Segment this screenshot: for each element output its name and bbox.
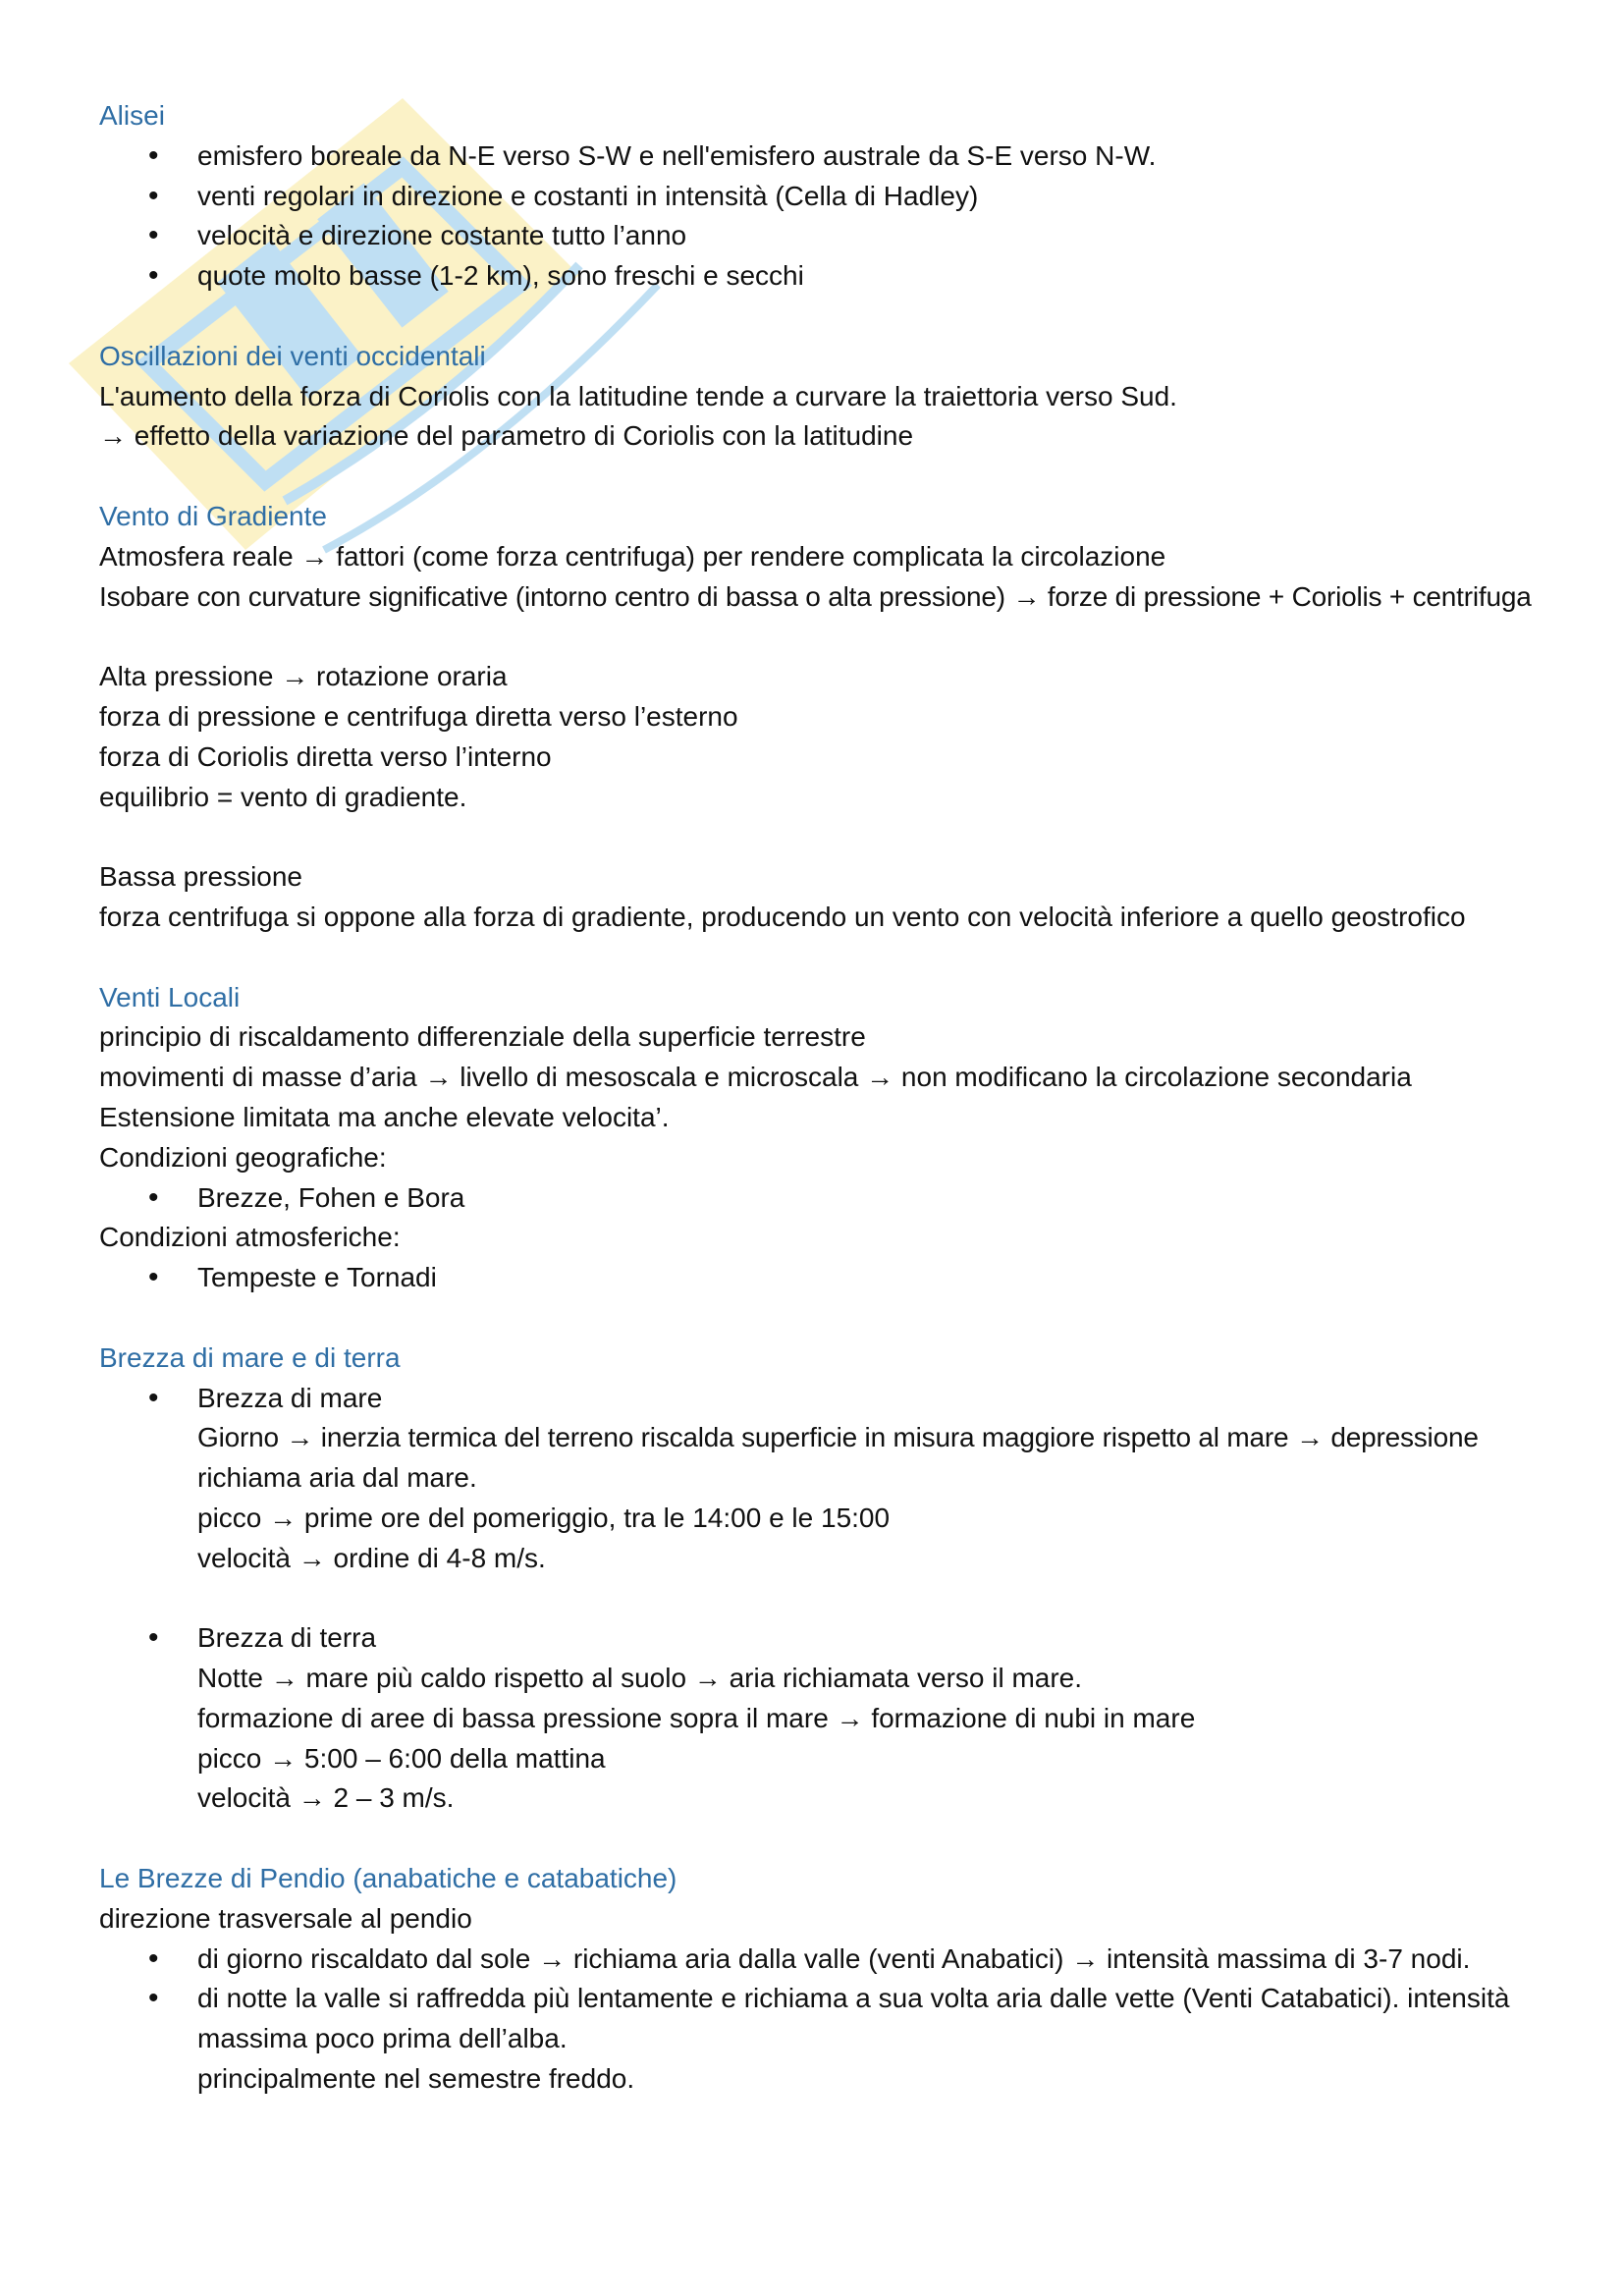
list-item: • venti regolari in direzione e costanti in intensità (Cella di Hadley) [99, 177, 1543, 217]
list-item-line: picco → prime ore del pomeriggio, tra le 14:00 e le 15:00 [197, 1502, 891, 1533]
list-item-brezza-mare [99, 1379, 1543, 1579]
section-title: Alisei [99, 100, 165, 131]
paragraph-line: direzione trasversale al pendio [99, 1902, 472, 1934]
paragraph-line: forza di Coriolis diretta verso l’interno [99, 740, 552, 772]
list-item [99, 1979, 1543, 2099]
paragraph-line: movimenti di masse d’aria → livello di mesoscala e microscala → non modificano la circolazione secondaria [99, 1062, 1412, 1093]
section-title: Vento di Gradiente [99, 500, 327, 531]
list-item: • di giorno riscaldato dal sole → richiama aria dalla valle (venti Anabatici) → intensità massima di 3-7 nodi. [99, 1940, 1543, 1980]
list-item-line: formazione di aree di bassa pressione sopra il mare → formazione di nubi in mare [197, 1702, 1196, 1733]
section-title: Oscillazioni dei venti occidentali [99, 340, 486, 371]
list-item-line: velocità → ordine di 4-8 m/s. [197, 1542, 546, 1573]
document-page [99, 96, 1543, 2140]
list-item-line: velocità → 2 – 3 m/s. [197, 1782, 455, 1814]
section-pendio [99, 1859, 1543, 2100]
list-item: • Brezze, Fohen e Bora [99, 1178, 1543, 1219]
list-item: • emisfero boreale da N-E verso S-W e nell'emisfero australe da S-E verso N-W. [99, 137, 1543, 177]
paragraph-line: Isobare con curvature significative (intorno centro di bassa o alta pressione) → forze di pressione + Coriolis + centrifuga [99, 580, 1532, 612]
list-item: • velocità e direzione costante tutto l’anno [99, 216, 1543, 256]
section-title: Le Brezze di Pendio (anabatiche e catabatiche) [99, 1863, 677, 1894]
bullet-list [99, 1379, 1543, 1579]
bullet-list [99, 137, 1543, 297]
paragraph-line: equilibrio = vento di gradiente. [99, 781, 467, 812]
list-item-label: • Brezza di mare [197, 1382, 383, 1413]
list-item-line: Notte → mare più caldo rispetto al suolo → aria richiamata verso il mare. [197, 1663, 1083, 1694]
list-item-line: richiama aria dal mare. [197, 1462, 477, 1494]
section-title: Venti Locali [99, 981, 241, 1012]
paragraph-line: Atmosfera reale → fattori (come forza centrifuga) per rendere complicata la circolazione [99, 540, 1166, 572]
section-oscillazioni [99, 337, 1543, 457]
paragraph-line: Estensione limitata ma anche elevate velocita’. [99, 1101, 670, 1132]
paragraph-line: Alta pressione → rotazione oraria [99, 661, 508, 692]
paragraph-line: Condizioni geografiche: [99, 1141, 387, 1173]
paragraph-line: forza di pressione e centrifuga diretta verso l’esterno [99, 700, 738, 732]
paragraph-line: L'aumento della forza di Coriolis con la latitudine tende a curvare la traiettoria verso Sud. [99, 380, 1177, 411]
section-alisei [99, 96, 1543, 297]
section-venti-locali [99, 978, 1543, 1298]
list-item-line: principalmente nel semestre freddo. [197, 2063, 635, 2095]
paragraph-line: Bassa pressione [99, 861, 303, 893]
paragraph-line: forza centrifuga si oppone alla forza di gradiente, producendo un vento con velocità inferiore a quello geostrofico [99, 901, 1466, 932]
section-brezza [99, 1339, 1543, 1820]
bullet-list [99, 1940, 1543, 2100]
section-gradiente [99, 497, 1543, 938]
bullet-list [99, 1178, 1543, 1219]
list-item: • Tempeste e Tornadi [99, 1258, 1543, 1298]
list-item-brezza-terra [99, 1618, 1543, 1819]
list-item-line: picco → 5:00 – 6:00 della mattina [197, 1742, 606, 1774]
paragraph-line: Condizioni atmosferiche: [99, 1222, 401, 1253]
list-item-line: massima poco prima dell’alba. [197, 2023, 568, 2054]
list-item-line: Giorno → inerzia termica del terreno riscalda superficie in misura maggiore rispetto al mare → depressione [197, 1422, 1479, 1453]
list-item-label: • Brezza di terra [197, 1622, 377, 1654]
section-title: Brezza di mare e di terra [99, 1341, 401, 1373]
list-item-line: • di notte la valle si raffredda più lentamente e richiama a sua volta aria dalle vette (Venti Catabatici). intensità [197, 1983, 1510, 2014]
list-item: • quote molto basse (1-2 km), sono freschi e secchi [99, 256, 1543, 297]
bullet-list [99, 1618, 1543, 1819]
bullet-list [99, 1258, 1543, 1298]
paragraph-line: → effetto della variazione del parametro di Coriolis con la latitudine [99, 420, 914, 452]
paragraph-line: principio di riscaldamento differenziale della superficie terrestre [99, 1021, 866, 1053]
